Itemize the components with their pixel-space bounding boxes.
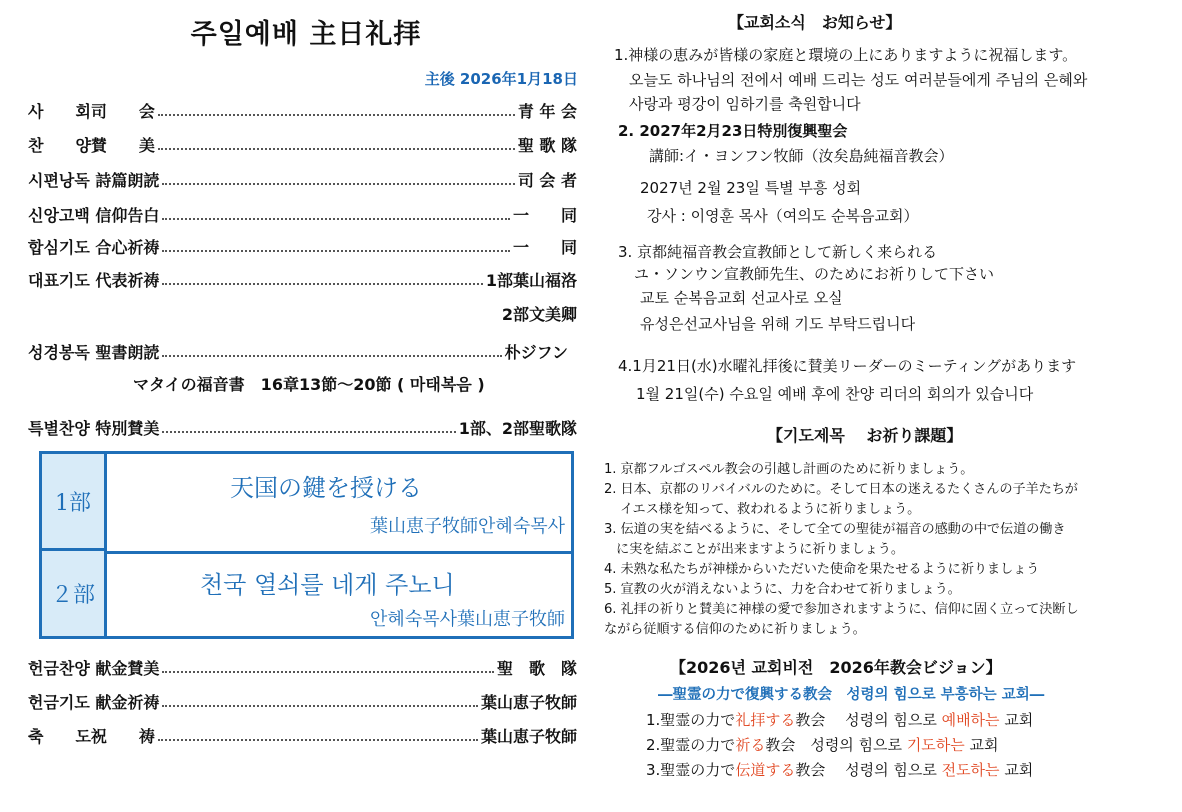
order-row-offering-prayer bbox=[28, 688, 577, 714]
order-item-leader: 司 会 者 bbox=[517, 170, 577, 190]
order-row-psalm-reading bbox=[28, 166, 577, 192]
leader-dots bbox=[162, 431, 455, 433]
vision-text: 教会 성령의 힘으로 bbox=[765, 736, 907, 754]
announcement-line: 4.1月21日(水)水曜礼拝後に賛美リーダーのミーティングがあります bbox=[618, 357, 1077, 375]
vision-text: 교회 bbox=[964, 736, 999, 754]
order-item-leader: 一 同 bbox=[512, 237, 577, 257]
order-item-name: 시편낭독 詩篇朗読 bbox=[28, 170, 160, 190]
announcement-line: 강사 : 이영훈 목사（여의도 순복음교회） bbox=[647, 207, 919, 225]
prayer-topic-line: に実を結ぶことが出来ますように祈りましょう。 bbox=[616, 542, 904, 557]
prayer-topic-line: ながら従順する信仰のために祈りましょう。 bbox=[604, 622, 866, 637]
order-item-leader: 1部葉山福洛 bbox=[485, 270, 577, 290]
vision-item bbox=[646, 734, 999, 755]
vision-text: 1.聖霊の力で bbox=[646, 711, 736, 729]
leader-dots bbox=[162, 183, 514, 185]
leader-dots bbox=[158, 739, 478, 741]
prayer-topic-line: 3. 伝道の実を結べるように、そして全ての聖徒が福音の感動の中で伝道の働き bbox=[604, 522, 1066, 537]
order-row-presider bbox=[28, 97, 577, 123]
order-item-leader: 一 同 bbox=[512, 205, 577, 225]
order-row-scripture-reading bbox=[28, 338, 568, 364]
vision-text: 교회 bbox=[999, 711, 1034, 729]
scripture-reference: マタイの福音書 16章13節～20節 ( 마태복음 ) bbox=[133, 375, 485, 394]
prayer-topic-line: 2. 日本、京都のリバイバルのために。そして日本の迷えるたくさんの子羊たちが bbox=[604, 482, 1078, 497]
prayer-topic-line: 1. 京都フルゴスペル教会の引越し計画のために祈りましょう。 bbox=[604, 462, 974, 477]
order-item-name: 신앙고백 信仰告白 bbox=[28, 205, 160, 225]
order-item-name: 합심기도 合心祈祷 bbox=[28, 237, 160, 257]
announcement-line: ユ・ソンウン宣教師先生、のためにお祈りして下さい bbox=[634, 265, 995, 283]
prayer-topic-line: 4. 未熟な私たちが神様からいただいた使命を果たせるように祈りましょう bbox=[604, 562, 1040, 577]
announcement-line: 유성은선교사님을 위해 기도 부탁드립니다 bbox=[640, 315, 916, 333]
order-item-leader: 葉山恵子牧師 bbox=[480, 726, 577, 746]
order-item-name: 찬 양賛 美 bbox=[28, 135, 155, 155]
leader-dots bbox=[158, 148, 515, 150]
part1-hymn-title: 天国の鍵を授ける bbox=[230, 474, 422, 502]
vision-heading: 【2026년 교회비전 2026年教会ビジョン】 bbox=[670, 658, 1002, 677]
order-item-name: 축 도祝 祷 bbox=[28, 726, 155, 746]
prayer-topic-line: 6. 礼拝の祈りと賛美に神様の愛で参加されますように、信仰に固く立って決断し bbox=[604, 602, 1079, 617]
leader-dots bbox=[162, 671, 494, 673]
leader-dots bbox=[162, 250, 510, 252]
order-row-creed bbox=[28, 201, 577, 227]
prayer-topics-heading: 【기도제목 お祈り課題】 bbox=[767, 426, 963, 445]
service-date: 主後 2026年1月18日 bbox=[424, 70, 578, 88]
part1-label: 1部 bbox=[42, 454, 107, 551]
announcement-line: 교토 순복음교회 선교사로 오실 bbox=[640, 289, 843, 307]
part2-label: ２部 bbox=[42, 551, 107, 636]
page-title: 주일예배 主日礼拝 bbox=[190, 19, 422, 50]
order-item-name: 헌금찬양 献金賛美 bbox=[28, 658, 160, 678]
vision-highlight: 전도하는 bbox=[941, 761, 1000, 779]
special-hymn-box bbox=[39, 451, 574, 639]
order-item-leader: 青 年 会 bbox=[517, 101, 577, 121]
vision-highlight: 伝道する bbox=[735, 761, 796, 779]
vision-item bbox=[646, 709, 1033, 730]
order-row-benediction bbox=[28, 722, 577, 748]
vision-subtitle: ―聖霊の力で復興する教会 성령의 힘으로 부흥하는 교회― bbox=[658, 687, 1045, 703]
order-item-leader: 朴ジフン bbox=[504, 342, 568, 362]
announcement-line: 사랑과 평강이 임하기를 축원합니다 bbox=[629, 95, 861, 113]
order-item-name: 성경봉독 聖書朗読 bbox=[28, 342, 160, 362]
leader-dots bbox=[162, 283, 482, 285]
order-row-offering-praise bbox=[28, 654, 577, 680]
leader-dots bbox=[162, 355, 501, 357]
order-row-representative-prayer bbox=[28, 266, 577, 292]
hymn-divider bbox=[107, 551, 571, 554]
order-row-praise bbox=[28, 131, 577, 157]
part1-performers: 葉山恵子牧師안혜숙목사 bbox=[370, 516, 565, 537]
vision-text: 教会 성령의 힘으로 bbox=[795, 761, 942, 779]
vision-text: 教会 성령의 힘으로 bbox=[795, 711, 942, 729]
announcement-line: 3. 京都純福音教会宣教師として新しく来られる bbox=[618, 243, 938, 261]
vision-text: 2.聖霊の力で bbox=[646, 736, 736, 754]
part2-hymn-title: 천국 열쇠를 네게 주노니 bbox=[200, 571, 455, 599]
prayer-topic-line: イエス様を知って、救われるように祈りましょう。 bbox=[620, 502, 921, 517]
announcements-heading: 【교회소식 お知らせ】 bbox=[728, 13, 902, 32]
vision-highlight: 기도하는 bbox=[906, 736, 965, 754]
leader-dots bbox=[158, 114, 515, 116]
vision-highlight: 예배하는 bbox=[941, 711, 1000, 729]
announcement-line: 오늘도 하나님의 전에서 예배 드리는 성도 여러분들에게 주님의 은혜와 bbox=[629, 71, 1088, 89]
announcement-line: 2027년 2월 23일 특별 부흥 성회 bbox=[640, 179, 862, 197]
announcement-line: 1월 21일(수) 수요일 예배 후에 찬양 리더의 회의가 있습니다 bbox=[636, 385, 1034, 403]
order-row-unison-prayer bbox=[28, 233, 577, 259]
announcement-line: 2. 2027年2月23日特別復興聖会 bbox=[618, 122, 848, 140]
leader-dots bbox=[162, 218, 510, 220]
announcement-line: 1.神様の恵みが皆様の家庭と環境の上にありますように祝福します。 bbox=[614, 46, 1078, 64]
order-item-leader: 葉山恵子牧師 bbox=[480, 692, 577, 712]
second-prayer-leader: 2部文美卿 bbox=[501, 305, 577, 324]
order-item-leader: 1部、2部聖歌隊 bbox=[458, 418, 577, 438]
order-item-name: 사 회司 会 bbox=[28, 101, 155, 121]
order-item-leader: 聖 歌 隊 bbox=[496, 658, 577, 678]
vision-text: 3.聖霊の力で bbox=[646, 761, 736, 779]
announcement-line: 講師:イ・ヨンフン牧師（汝矣島純福音教会） bbox=[649, 147, 954, 165]
order-item-leader: 聖 歌 隊 bbox=[517, 135, 577, 155]
part2-performers: 안혜숙목사葉山恵子牧師 bbox=[370, 609, 565, 630]
order-item-name: 특별찬양 特別賛美 bbox=[28, 418, 160, 438]
order-item-name: 헌금기도 献金祈祷 bbox=[28, 692, 160, 712]
vision-text: 교회 bbox=[999, 761, 1034, 779]
vision-item bbox=[646, 759, 1033, 780]
prayer-topic-line: 5. 宣教の火が消えないように、力を合わせて祈りましょう。 bbox=[604, 582, 961, 597]
leader-dots bbox=[162, 705, 478, 707]
order-item-name: 대표기도 代表祈祷 bbox=[28, 270, 160, 290]
vision-highlight: 礼拝する bbox=[735, 711, 796, 729]
vision-highlight: 祈る bbox=[735, 736, 766, 754]
order-row-special-praise bbox=[28, 414, 577, 440]
